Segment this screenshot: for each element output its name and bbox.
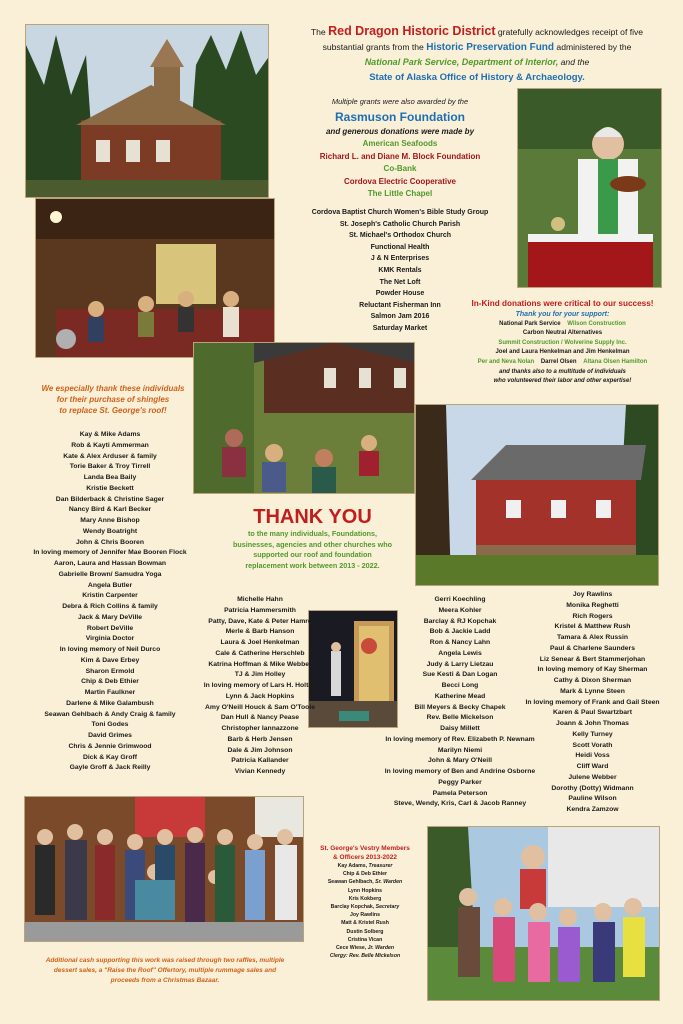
vestry-member: Kay Adams, Treasurer xyxy=(337,863,393,869)
donor-little-chapel: The Little Chapel xyxy=(367,189,433,198)
list-item: Kay & Mike Adams xyxy=(79,431,141,438)
list-item: Heidi Voss xyxy=(575,752,610,760)
nps-name: National Park Service, Department of Interior, xyxy=(364,57,559,67)
list-item: Toni Godes xyxy=(91,721,129,729)
list-item: Kristel & Matthew Rush xyxy=(554,623,631,631)
vestry-member: Lynn Hopkins xyxy=(347,887,383,894)
list-item: Angela Lewis xyxy=(438,649,482,657)
inkind-row4: Joel and Laura Henkelman and Jim Henkelman xyxy=(495,349,630,356)
inkind-row2: Carbon Neutral Alternatives xyxy=(522,330,603,337)
header-line1: The Red Dragon Historic District gratefully acknowledges receipt of five xyxy=(310,24,644,38)
inkind-row1: National Park Service Wilson Construction xyxy=(499,320,626,327)
list-item: Gayle Groff & Jack Reilly xyxy=(69,764,151,772)
list-item: Rob & Kayti Ammerman xyxy=(71,441,149,449)
list-item: Kim & Dave Erbey xyxy=(80,656,140,664)
list-item: Amy O'Neill Houck & Sam O'Toole xyxy=(205,703,315,711)
list-item: Cathy & Dixon Sherman xyxy=(553,677,632,684)
list-item: Kate & Alex Arduser & family xyxy=(63,452,157,460)
list-item: In loving memory of Rev. Elizabeth P. Newnam xyxy=(385,735,535,743)
header-line2: substantial grants from the Historic Preservation Fund administered by the xyxy=(322,42,632,53)
photo-children-group xyxy=(427,826,660,1001)
list-item: Wendy Boatright xyxy=(82,527,138,535)
list-item: Kristin Carpenter xyxy=(82,592,138,600)
list-item: Powder House xyxy=(375,290,425,298)
list-item: Sue Kesti & Dan Logan xyxy=(422,671,498,679)
list-item: In loving memory of Jennifer Mae Booren Flock xyxy=(33,549,187,557)
vestry-member: Chip & Deb Ethier xyxy=(342,871,388,878)
list-item: Christopher Iannazzone xyxy=(221,725,299,732)
list-item: Daisy Millett xyxy=(440,725,480,732)
list-item: Liz Senear & Bert Stammerjohan xyxy=(539,655,646,663)
inkind-heading: In-Kind donations were critical to our success! xyxy=(471,299,654,308)
list-item: Vivian Kennedy xyxy=(234,768,286,775)
list-item: Cliff Ward xyxy=(576,763,609,770)
list-item: Lynn & Jack Hopkins xyxy=(225,692,295,700)
list-item: In loving memory of Neil Durco xyxy=(59,646,161,653)
list-item: KMK Rentals xyxy=(378,266,422,274)
vestry-member: Cristina Vican xyxy=(347,936,383,943)
list-item: Gabrielle Brown/ Samudra Yoga xyxy=(58,570,162,578)
list-item: J & N Enterprises xyxy=(370,255,430,263)
list-item: Marilyn Niemi xyxy=(437,746,483,754)
list-item: In loving memory of Lars H. Holtan xyxy=(203,682,317,689)
list-item: Paul & Charlene Saunders xyxy=(550,644,635,652)
vestry-members: St. George's Vestry Members & Officers 2013-2022 Kay Adams, Treasurer Chip & Deb Ethier Seawan Gehlbach, Sr. Warden Lynn Hopkins Kris Kokberg Barclay Kopchak, Secretary Joy Rawlins Matt & Kristel Rush Dustin Solberg Cristina Vican Cece Wiese, Jr. Warden Clergy: Rev. Belle Mickelson xyxy=(305,844,425,960)
list-item: Joy Rawlins xyxy=(572,591,613,598)
list-item: Mark & Lynne Steen xyxy=(560,687,625,695)
list-item: Monika Reghetti xyxy=(566,601,619,609)
thank-you-title: THANK YOU xyxy=(253,506,372,528)
list-item: Dick & Kay Groff xyxy=(82,753,137,761)
inkind-row7: who volunteered their labor and other expertise! xyxy=(493,378,632,385)
photo-church-exterior xyxy=(25,24,269,198)
list-item: Kelly Turney xyxy=(572,730,613,738)
header-acknowledgement xyxy=(292,24,662,85)
list-item: Merle & Barb Hanson xyxy=(225,628,295,636)
list-item: Landa Bea Baily xyxy=(83,474,137,481)
list-item: Pauline Wilson xyxy=(568,795,617,803)
list-item: Robert DeVille xyxy=(86,624,134,632)
header-line3: National Park Service, Department of Interior, and the xyxy=(364,57,590,67)
list-item: Kendra Zamzow xyxy=(566,806,619,813)
inkind-row6: and thanks also to a multitude of individuals xyxy=(499,368,626,375)
list-item: Torie Baker & Troy Tirrell xyxy=(69,463,151,471)
photo-outdoor-gathering xyxy=(193,342,415,494)
list-item: In loving memory of Ben and Andrine Osborne xyxy=(384,768,536,775)
shingles-intro: We especially thank these individuals for their purchase of shingles to replace St. George's roof! xyxy=(41,384,185,415)
vestry-list xyxy=(305,862,425,960)
list-item: Seawan Gehlbach & Andy Craig & family xyxy=(44,710,176,718)
list-item: Dale & Jim Johnson xyxy=(227,746,293,754)
list-item: Jack & Mary DeVille xyxy=(77,613,143,621)
names-column-2 xyxy=(180,595,340,778)
list-item: Aaron, Laura and Hassan Bowman xyxy=(53,560,167,567)
list-item: Dan Bilderback & Christine Sager xyxy=(55,495,165,503)
list-item: Judy & Larry Lietzau xyxy=(426,660,494,668)
list-item: Functional Health xyxy=(370,243,430,251)
list-item: Becci Long xyxy=(441,682,479,689)
list-item: Martin Faulkner xyxy=(84,689,136,696)
vestry-member: Kris Kokberg xyxy=(348,895,382,902)
photo-red-church-building xyxy=(415,404,659,586)
vestry-member: Cece Wiese, Jr. Warden xyxy=(335,945,395,952)
list-item: Dorothy (Dotty) Widmann xyxy=(551,784,634,792)
list-item: Karen & Paul Swartzbart xyxy=(553,709,632,717)
rasmuson-foundation: Rasmuson Foundation xyxy=(335,109,465,124)
photo-church-interior-concert xyxy=(35,198,275,358)
vestry-member: Barclay Kopchak, Secretary xyxy=(330,904,400,911)
inkind-donations xyxy=(455,298,670,387)
list-item: Rev. Belle Mickelson xyxy=(426,714,494,722)
list-item: Michelle Hahn xyxy=(237,596,283,603)
photo-violinist xyxy=(517,88,662,288)
list-item: Virginia Doctor xyxy=(85,635,135,643)
list-item: David Grimes xyxy=(88,732,132,739)
list-item: Gerri Koechling xyxy=(434,596,486,603)
list-item: John & Mary O'Neill xyxy=(428,757,492,765)
list-item: Barb & Herb Jensen xyxy=(227,735,293,743)
list-item: Saturday Market xyxy=(372,324,428,332)
list-item: Cale & Catherine Herschleb xyxy=(215,649,305,657)
list-item: St. Joseph's Catholic Church Parish xyxy=(339,220,461,228)
list-item: Joann & John Thomas xyxy=(556,720,629,727)
photo-group-indoor xyxy=(24,796,304,942)
donor-co-bank: Co-Bank xyxy=(383,164,417,173)
district-name: Red Dragon Historic District xyxy=(328,24,496,38)
list-item: Darlene & Mike Galambush xyxy=(66,699,154,707)
list-item: Peggy Parker xyxy=(438,778,482,786)
list-item: Bob & Jackie Ladd xyxy=(429,628,491,636)
list-item: Reluctant Fisherman Inn xyxy=(359,301,441,309)
grants-section xyxy=(290,96,510,201)
list-item: Laura & Joel Henkelman xyxy=(220,639,300,646)
generous-donations-line: and generous donations were made by xyxy=(325,126,475,136)
list-item: Ron & Nancy Lahn xyxy=(429,639,491,646)
list-item: Mary Anne Bishop xyxy=(80,517,140,524)
list-item: The Net Loft xyxy=(379,278,421,286)
vestry-member: Matt & Kristel Rush xyxy=(341,920,389,927)
list-item: Pamela Peterson xyxy=(432,789,488,797)
list-item: Katrina Hoffman & Mike Webber xyxy=(208,660,312,668)
list-item: Barclay & RJ Kopchak xyxy=(423,617,497,625)
list-item: Angela Butler xyxy=(87,581,133,589)
list-item: TJ & Jim Holley xyxy=(234,671,286,679)
list-item: Katherine Mead xyxy=(434,692,486,700)
names-column-4 xyxy=(510,590,675,816)
grants-intro: Multiple grants were also awarded by the xyxy=(331,97,469,106)
list-item: Julene Webber xyxy=(568,773,617,781)
list-item: St. Michael's Orthodox Church xyxy=(348,232,451,240)
list-item: Patricia Hammersmith xyxy=(224,606,296,614)
vestry-member: Dustin Solberg xyxy=(346,928,384,935)
donor-cordova-electric: Cordova Electric Cooperative xyxy=(343,176,457,186)
list-item: Rich Rogers xyxy=(572,612,613,620)
list-item: Scott Vorath xyxy=(572,741,613,749)
thank-you-block: THANK YOU to the many individuals, Foundations, businesses, agencies and other churches who supported our roof and foundation replacement work between 2013 - 2022. xyxy=(210,505,415,571)
vestry-member: Seawan Gehlbach, Sr. Warden xyxy=(327,879,403,886)
list-item: Salmon Jam 2016 xyxy=(370,313,430,321)
list-item: Chris & Jennie Grimwood xyxy=(68,742,152,750)
inkind-row5: Per and Neva Nolan Darrel Olsen Altana Olsen Hamilton xyxy=(477,358,648,365)
list-item: Cordova Baptist Church Women's Bible Study Group xyxy=(311,209,489,216)
list-item: Patty, Dave, Kate & Peter Hamre xyxy=(208,617,312,625)
list-item: In loving memory of Kay Sherman xyxy=(537,666,648,674)
donor-american-seafoods: American Seafoods xyxy=(362,139,438,148)
list-item: John & Chris Booren xyxy=(76,538,144,546)
list-item: Steve, Wendy, Kris, Carl & Jacob Ranney xyxy=(393,800,527,808)
list-item: Dan Hull & Nancy Pease xyxy=(220,714,300,722)
list-item: Patricia Kallander xyxy=(231,757,289,765)
list-item: Nancy Bird & Karl Becker xyxy=(68,506,152,514)
list-item: Meera Kohler xyxy=(438,606,482,614)
vestry-member: Joy Rawlins xyxy=(350,912,380,919)
list-item: Chip & Deb Ethier xyxy=(81,678,139,686)
inkind-thank-you: Thank you for your support: xyxy=(515,311,610,318)
donor-block-foundation: Richard L. and Diane M. Block Foundation xyxy=(319,151,481,161)
cash-support-note: Additional cash supporting this work was raised through two raffles, multiple dessert sales, a "Raise the Roof" Offertory, multiple rummage sales and proceeds from a Christmas Bazaar. xyxy=(45,957,285,984)
vestry-member: Clergy: Rev. Belle Mickelson xyxy=(329,953,401,960)
fund-name: Historic Preservation Fund xyxy=(426,42,555,53)
inkind-row3: Summit Construction / Wolverine Supply Inc. xyxy=(498,339,627,346)
list-item: Debra & Rich Collins & family xyxy=(62,603,158,610)
list-item: In loving memory of Frank and Gail Steen xyxy=(525,698,660,706)
state-office-name: State of Alaska Office of History & Archaeology. xyxy=(369,72,585,83)
list-item: Sharon Ermold xyxy=(85,667,135,675)
list-item: Tamara & Alex Russin xyxy=(556,634,628,641)
list-item: Bill Meyers & Becky Chapek xyxy=(414,703,506,711)
list-item: Kristie Beckett xyxy=(86,484,134,492)
